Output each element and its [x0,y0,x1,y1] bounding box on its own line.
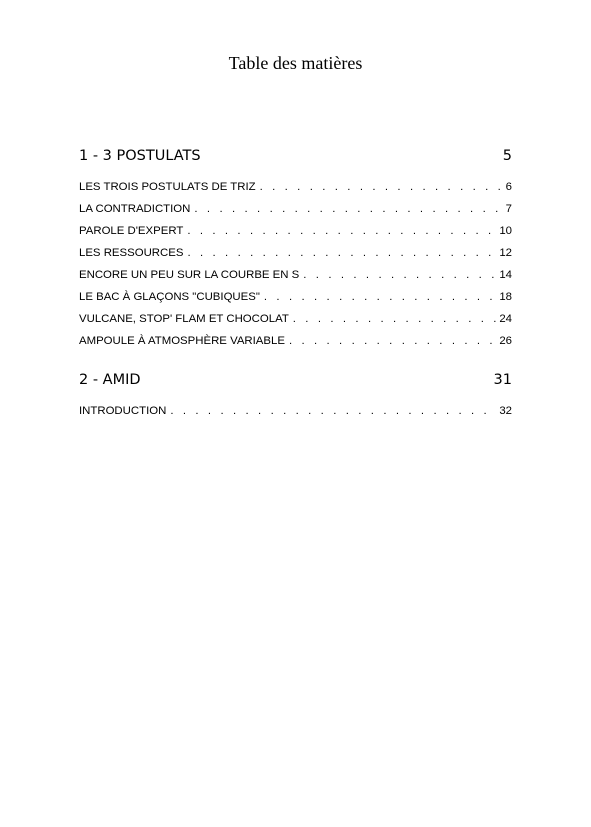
entry-page-number: 26 [499,335,512,347]
chapter-entries [79,405,512,418]
page-title: Table des matières [228,53,363,73]
entry-label: AMPOULE À ATMOSPHÈRE VARIABLE [79,335,285,347]
entry-page-number: 24 [499,313,512,325]
entry-label: ENCORE UN PEU SUR LA COURBE EN S [79,269,300,281]
toc-entry[interactable] [79,335,512,348]
chapter-heading[interactable] [79,147,512,165]
dot-leader [187,225,497,238]
toc-entry[interactable] [79,291,512,304]
entry-label: LES RESSOURCES [79,247,184,259]
entry-label: LE BAC À GLAÇONS "CUBIQUES" [79,291,260,303]
entry-label: LA CONTRADICTION [79,203,191,215]
dot-leader [303,269,497,282]
entry-page-number: 14 [499,269,512,281]
dot-leader [260,181,504,194]
dot-leader [293,313,498,326]
entry-page-number: 32 [499,405,512,417]
toc-entry[interactable] [79,405,512,418]
entry-label: INTRODUCTION [79,405,167,417]
toc-entry[interactable] [79,247,512,260]
dot-leader [170,405,497,418]
entry-page-number: 10 [499,225,512,237]
chapter-page-number: 5 [502,148,512,164]
toc-chapter-1 [79,147,512,357]
dot-leader [289,335,497,348]
chapter-page-number: 31 [493,372,512,388]
dot-leader [187,247,497,260]
toc-entry[interactable] [79,269,512,282]
entry-page-number: 12 [499,247,512,259]
entry-page-number: 18 [499,291,512,303]
dot-leader [264,291,497,304]
entry-page-number: 6 [505,181,512,193]
entry-label: PAROLE D'EXPERT [79,225,184,237]
dot-leader [194,203,503,216]
chapter-title: 2 - AMID [79,372,141,388]
toc-entry[interactable] [79,313,512,326]
entry-label: LES TROIS POSTULATS DE TRIZ [79,181,256,193]
chapter-entries [79,181,512,348]
toc-chapter-2 [79,371,512,427]
toc-entry[interactable] [79,181,512,194]
entry-label: VULCANE, STOP' FLAM ET CHOCOLAT [79,313,289,325]
toc-entry[interactable] [79,225,512,238]
chapter-title: 1 - 3 POSTULATS [79,148,201,164]
toc-entry[interactable] [79,203,512,216]
entry-page-number: 7 [505,203,512,215]
chapter-heading[interactable] [79,371,512,389]
